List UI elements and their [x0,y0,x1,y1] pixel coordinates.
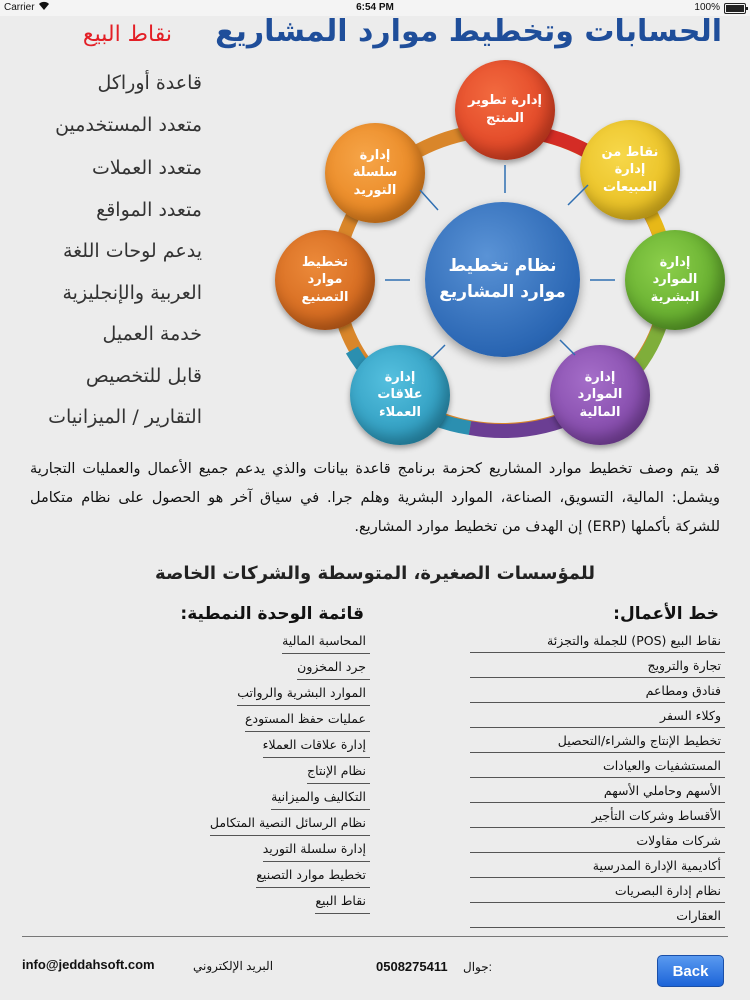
erp-description: قد يتم وصف تخطيط موارد المشاريع كحزمة برنامج قاعدة بيانات والذي يدعم جميع الأعمال والعمليات التجارية ويشمل: المالية، التسويق، الصناعة، الموارد البشرية وهلم جرا. في سياق آخر هو الحصول على نظام متكامل للشركة بأكملها (ERP) إن الهدف من تخطيط موارد المشاريع. [30,461,720,535]
module-item: إدارة علاقات العملاء [263,732,370,758]
back-button[interactable]: Back [657,955,724,987]
node-human-resources: إدارة الموارد البشرية [625,230,725,330]
feature-item: قابل للتخصيص [85,365,202,387]
feature-item: خدمة العميل [102,323,202,345]
business-line-item: أكاديمية الإدارة المدرسية [470,853,725,878]
module-item: إدارة سلسلة التوريد [263,836,370,862]
business-lines-heading [470,600,725,628]
business-lines-heading-text: خط الأعمال [619,604,719,624]
feature-item: متعدد العملات [92,157,202,179]
clock: 6:54 PM [356,2,394,13]
modules-list [175,600,370,914]
feature-item: متعدد المواقع [96,199,202,221]
module-item: الموارد البشرية والرواتب [237,680,370,706]
business-lines-list [470,600,725,928]
node-supply-chain: إدارة سلسلة التوريد [325,123,425,223]
module-item: نقاط البيع [315,888,370,914]
node-sales: نقاط من إدارة المبيعات [580,120,680,220]
business-lines-heading-colon: : [613,604,620,624]
module-item: جرد المخزون [297,654,370,680]
email-label: البريد الإلكتروني [193,959,274,973]
battery-percent: 100% [694,2,720,13]
module-item: عمليات حفظ المستودع [245,706,370,732]
business-line-item: العقارات [470,903,725,928]
footer-divider [22,936,728,937]
module-item: نظام الرسائل النصية المتكامل [210,810,370,836]
business-line-item: تخطيط الإنتاج والشراء/التحصيل [470,728,725,753]
feature-item: العربية والإنجليزية [62,282,202,304]
feature-item: قاعدة أوراكل [97,72,202,94]
battery-icon [724,3,746,14]
business-line-item: تجارة والترويج [470,653,725,678]
node-crm: إدارة علاقات العملاء [350,345,450,445]
features-heading: نقاط البيع [82,22,172,47]
business-line-item: نقاط البيع (POS) للجملة والتجزئة [470,628,725,653]
module-item: نظام الإنتاج [307,758,370,784]
business-line-item: شركات مقاولات [470,828,725,853]
email-link[interactable]: info@jeddahsoft.com [22,957,155,972]
business-line-item: نظام إدارة البصريات [470,878,725,903]
diagram-arrows [270,55,730,455]
page-title: الحسابات وتخطيط موارد المشاريع [215,14,722,49]
phone-link[interactable]: 0508275411 [376,959,448,974]
node-finance: إدارة الموارد المالية [550,345,650,445]
erp-diagram [270,55,730,455]
carrier-label: Carrier [4,2,35,13]
audience-subtitle: للمؤسسات الصغيرة، المتوسطة والشركات الخاصة [155,563,595,584]
modules-heading: قائمة الوحدة النمطية: [180,604,364,624]
phone-label: جوال: [463,960,493,974]
module-item: التكاليف والميزانية [271,784,370,810]
business-line-item: المستشفيات والعيادات [470,753,725,778]
business-line-item: فنادق ومطاعم [470,678,725,703]
node-manufacturing: تخطيط موارد التصنيع [275,230,375,330]
feature-item: يدعم لوحات اللغة [62,240,202,262]
business-line-item: وكلاء السفر [470,703,725,728]
node-erp-center: نظام تخطيط موارد المشاريع [425,202,580,357]
footer [0,955,750,985]
module-item: المحاسبة المالية [282,628,370,654]
module-item: تخطيط موارد التصنيع [256,862,370,888]
business-line-item: الأسهم وحاملي الأسهم [470,778,725,803]
business-line-item: الأقساط وشركات التأجير [470,803,725,828]
feature-item: التقارير / الميزانيات [48,406,202,428]
node-product-development: إدارة تطوير المنتج [455,60,555,160]
feature-item: متعدد المستخدمين [55,114,202,136]
